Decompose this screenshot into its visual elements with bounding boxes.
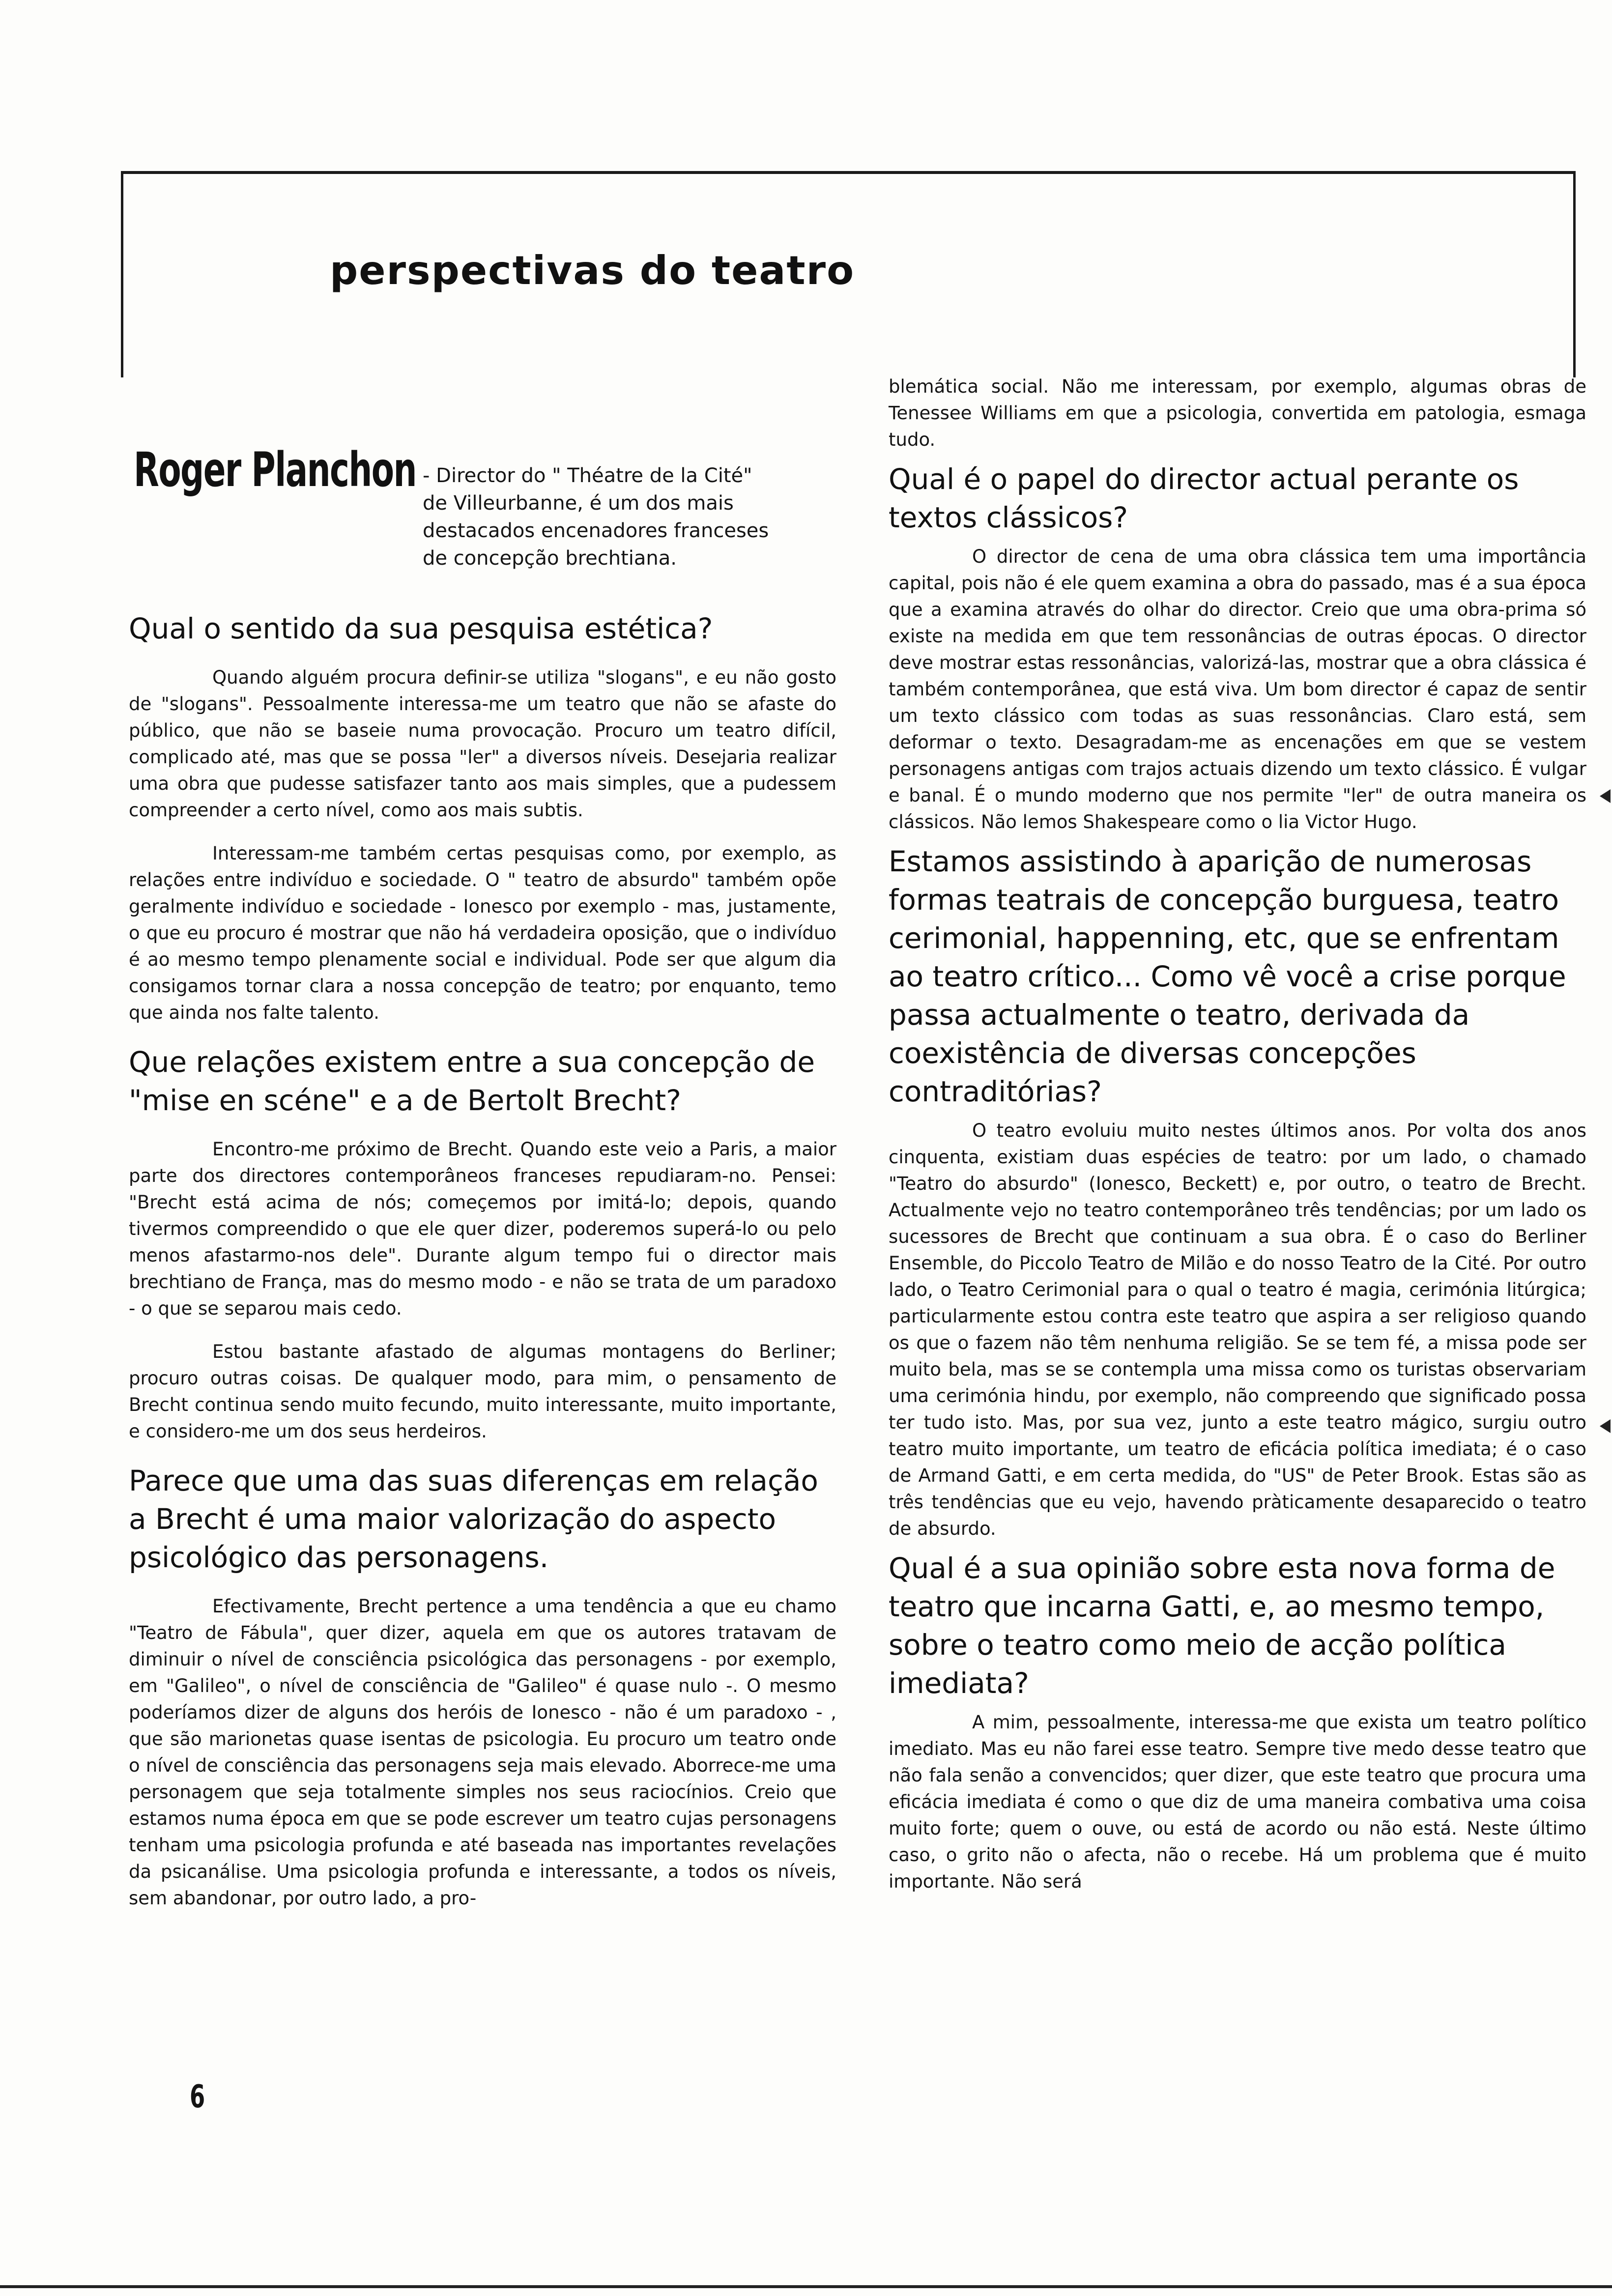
left-column (129, 609, 836, 1928)
bottom-rule (0, 2285, 1612, 2288)
author-name: Roger Planchon (134, 442, 416, 497)
interview-question: Qual é a sua opinião sobre esta nova forma de teatro que incarna Gatti, e, ao mesmo tempo, sobre o teatro como meio de acção política imediata? (889, 1551, 1555, 1700)
interview-question: Qual o sentido da sua pesquisa estética? (129, 612, 713, 645)
margin-mark (1600, 789, 1611, 803)
interview-answer: Interessam-me também certas pesquisas como, por exemplo, as relações entre indivíduo e sociedade. O " teatro de absurdo" também opõe geralmente indivíduo e sociedade - Ionesco por exemplo - mas, justamente, o que eu procuro é mostrar que não há verdadeira oposição, que o indivíduo é ao mesmo tempo plenamente social e individual. Pode ser que algum dia consigamos tornar clara a nossa concepção de teatro; por enquanto, temo que ainda nos falte talento. (129, 843, 836, 1023)
interview-question: Estamos assistindo à aparição de numerosas formas teatrais de concepção burguesa, teatro cerimonial, happenning, etc, que se enfrentam ao teatro crítico... Como vê você a crise porque passa actualmente o teatro, derivada da coexistência de diversas concepções contraditórias? (889, 845, 1566, 1108)
page-number: 6 (190, 2079, 205, 2115)
interview-answer: Estou bastante afastado de algumas montagens do Berliner; procuro outras coisas. De qualquer modo, para mim, o pensamento de Brecht continua sendo muito fecundo, muito interessante, muito importante, e considero-me um dos seus herdeiros. (129, 1341, 836, 1442)
interview-question: Que relações existem entre a sua concepção de "mise en scéne" e a de Bertolt Brecht? (129, 1045, 815, 1117)
margin-mark (1600, 1419, 1611, 1433)
interview-question: Parece que uma das suas diferenças em relação a Brecht é uma maior valorização do aspecto psicológico das personagens. (129, 1464, 818, 1574)
right-column (889, 373, 1586, 1902)
interview-answer: Quando alguém procura definir-se utiliza "slogans", e eu não gosto de "slogans". Pessoalmente interessa-me um teatro que não se afaste do público, que não se baseie numa provocação. Procuro um teatro difícil, complicado até, mas que se possa "ler" a diversos níveis. Desejaria realizar uma obra que pudesse satisfazer tanto aos mais simples, que a pudessem compreender a certo nível, como aos mais subtis. (129, 667, 836, 821)
interview-answer: O director de cena de uma obra clássica tem uma importância capital, pois não é ele quem examina a obra do passado, mas é a sua época que a examina através do olhar do director. Creio que uma obra-prima só existe na medida em que tem ressonâncias de outras épocas. O director deve mostrar estas ressonâncias, valorizá-las, mostrar que a obra clássica é também contemporânea, que está viva. Um bom director é capaz de sentir um texto clássico com todas as suas ressonâncias. Claro está, sem deformar o texto. Desagradam-me as encenações em que se vestem personagens antigas com trajos actuais dizendo um texto clássico. É vulgar e banal. É o mundo moderno que nos permite "ler" de outra maneira os clássicos. Não lemos Shakespeare como o lia Victor Hugo. (889, 546, 1586, 832)
interview-answer: Encontro-me próximo de Brecht. Quando este veio a Paris, a maior parte dos directores contemporâneos franceses repudiaram-no. Pensei: "Brecht está acima de nós; começemos por imitá-lo; depois, quando tivermos compreendido o que ele quer dizer, poderemos superá-lo ou pelo menos afastarmo-nos dele". Durante algum tempo fui o director mais brechtiano de França, mas do mesmo modo - e não se trata de um paradoxo - o que se separou mais cedo. (129, 1139, 836, 1319)
interview-answer: blemática social. Não me interessam, por exemplo, algumas obras de Tenessee Williams em que a psicologia, convertida em patologia, esmaga tudo. (889, 376, 1586, 450)
interview-answer: Efectivamente, Brecht pertence a uma tendência a que eu chamo "Teatro de Fábula", quer dizer, aquela em que os autores tratavam de diminuir o nível de consciência psicológica das personagens - por exemplo, em "Galileo", o nível de consciência de "Galileo" é quase nulo -. O mesmo poderíamos dizer de alguns dos heróis de Ionesco - não é um paradoxo - , que são marionetas quase isentas de psicologia. Eu procuro um teatro onde o nível de consciência das personagens seja mais elevado. Aborrece-me uma personagem que seja totalmente simples nos seus raciocínios. Creio que estamos numa época em que se pode escrever um teatro cujas personagens tenham uma psicologia profunda e até baseada nas importantes revelações da psicanálise. Uma psicologia profunda e interessante, a todos os níveis, sem abandonar, por outro lado, a pro- (129, 1596, 836, 1909)
interview-question: Qual é o papel do director actual perante os textos clássicos? (889, 462, 1519, 534)
author-description: - Director do " Théatre de la Cité" de Villeurbanne, é um dos mais destacados encenadores franceses de concepção brechtiana. (423, 464, 769, 570)
header-frame (121, 171, 1576, 377)
interview-answer: A mim, pessoalmente, interessa-me que exista um teatro político imediato. Mas eu não farei esse teatro. Sempre tive medo desse teatro que não fala senão a convencidos; quer dizer, que este teatro que procura uma eficácia imediata é como o que diz de uma maneira combativa uma coisa muito forte; quem o ouve, ou está de acordo ou não está. Neste último caso, o grito não o afecta, não o recebe. Há um problema que é muito importante. Não será (889, 1712, 1586, 1892)
interview-answer: O teatro evoluiu muito nestes últimos anos. Por volta dos anos cinquenta, existiam duas espécies de teatro: por um lado, o chamado "Teatro do absurdo" (Ionesco, Beckett) e, por outro, o teatro de Brecht. Actualmente vejo no teatro contemporâneo três tendências; por um lado os sucessores de Brecht que continuam a sua obra. É o caso do Berliner Ensemble, do Piccolo Teatro de Milão e do nosso Teatro de la Cité. Por outro lado, o Teatro Cerimonial para o qual o teatro é magia, cerimónia litúrgica; particularmente estou contra este teatro que aspira a ser religioso quando os que o fazem não têm nenhuma religião. Se se tem fé, a missa pode ser muito bela, mas se se contempla uma missa como os turistas observariam uma cerimónia hindu, por exemplo, não compreendo que significado possa ter tudo isto. Mas, por sua vez, junto a este teatro mágico, surgiu outro teatro muito importante, um teatro de eficácia política imediata; é o caso de Armand Gatti, e em certa medida, do "US" de Peter Brook. Estas são as três tendências que eu vejo, havendo pràticamente desaparecido o teatro de absurdo. (889, 1120, 1586, 1539)
page-title: perspectivas do teatro (330, 248, 855, 293)
